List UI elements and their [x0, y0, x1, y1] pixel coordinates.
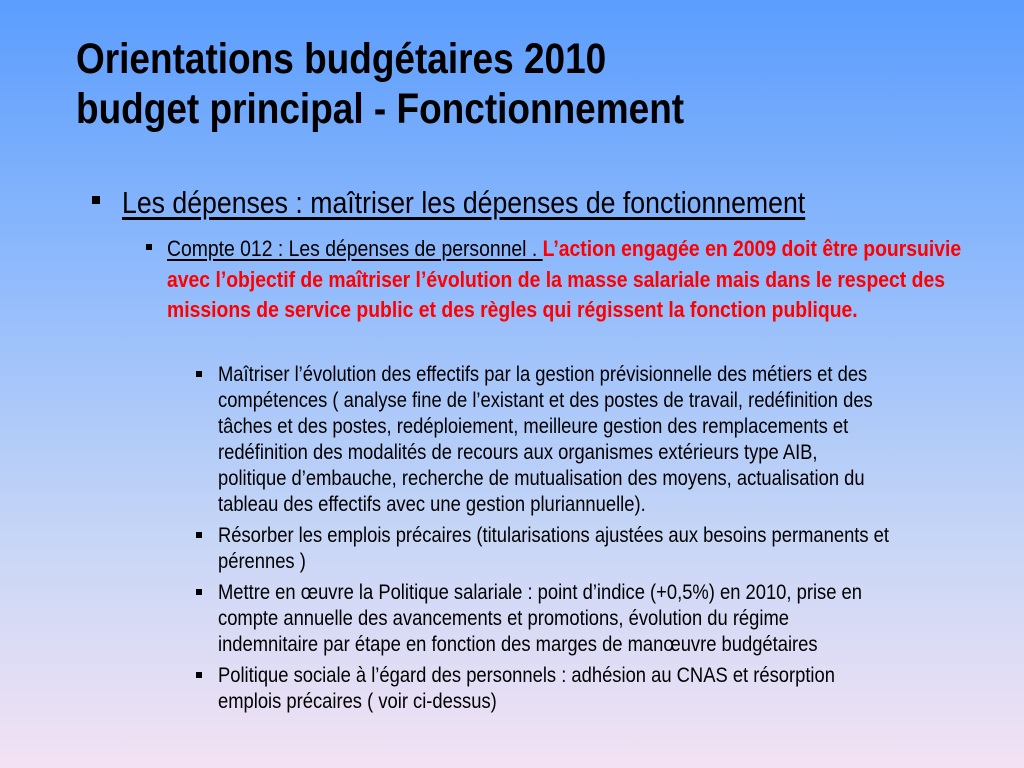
list-item: [196, 362, 996, 518]
list-item-text: [218, 523, 988, 575]
text-line: redéfinition des modalités de recours aux organismes extérieurs type AIB,: [218, 441, 818, 464]
text-line: compétences ( analyse fine de l’existant et des postes de travail, redéfinition des: [218, 389, 873, 412]
list-item-text: [218, 362, 988, 518]
text-line: Mettre en œuvre la Politique salariale : point d’indice (+0,5%) en 2010, prise en: [218, 581, 862, 604]
level-1-text: Les dépenses : maîtriser les dépenses de fonctionnement: [122, 185, 806, 220]
title-line-1: Orientations budgétaires 2010: [76, 35, 607, 83]
level-2-text: [167, 234, 997, 326]
title-line-2: budget principal - Fonctionnement: [76, 85, 685, 133]
square-bullet-icon: [196, 672, 202, 678]
list-item: [196, 523, 996, 575]
square-bullet-icon: [196, 589, 202, 595]
text-line: tableau des effectifs avec une gestion pluriannuelle).: [218, 493, 646, 516]
text-line: pérennes ): [218, 550, 306, 573]
level-2-red-text: L’action engagée en 2009 doit être poursuivie avec l’objectif de maîtriser l’évolution de la masse salariale mais dans le respect des missions de service public et des règles qui régissent la fonction publique.: [167, 236, 962, 322]
text-line: Résorber les emplois précaires (titularisations ajustées aux besoins permanents et: [218, 524, 890, 547]
square-bullet-icon: [146, 244, 152, 250]
text-line: Politique sociale à l’égard des personnels : adhésion au CNAS et résorption: [218, 664, 835, 687]
text-line: emplois précaires ( voir ci-dessus): [218, 690, 497, 713]
square-bullet-icon: [196, 371, 202, 377]
text-line: indemnitaire par étape en fonction des marges de manœuvre budgétaires: [218, 633, 818, 656]
text-line: compte annuelle des avancements et promotions, évolution du régime: [218, 607, 789, 630]
square-bullet-icon: [196, 532, 202, 538]
slide-title: [76, 34, 850, 134]
list-item-text: [218, 580, 988, 658]
list-item: [196, 663, 996, 715]
square-bullet-icon: [92, 196, 100, 204]
level-2-underlined-text: Compte 012 : Les dépenses de personnel .: [167, 236, 543, 261]
list-item-text: [218, 663, 988, 715]
list-item: [196, 580, 996, 658]
text-line: tâches et des postes, redéploiement, meilleure gestion des remplacements et: [218, 415, 849, 438]
text-line: Maîtriser l’évolution des effectifs par la gestion prévisionnelle des métiers et des: [218, 363, 868, 386]
bullet-level-3-list: [196, 362, 996, 720]
text-line: politique d’embauche, recherche de mutualisation des moyens, actualisation du: [218, 467, 865, 490]
